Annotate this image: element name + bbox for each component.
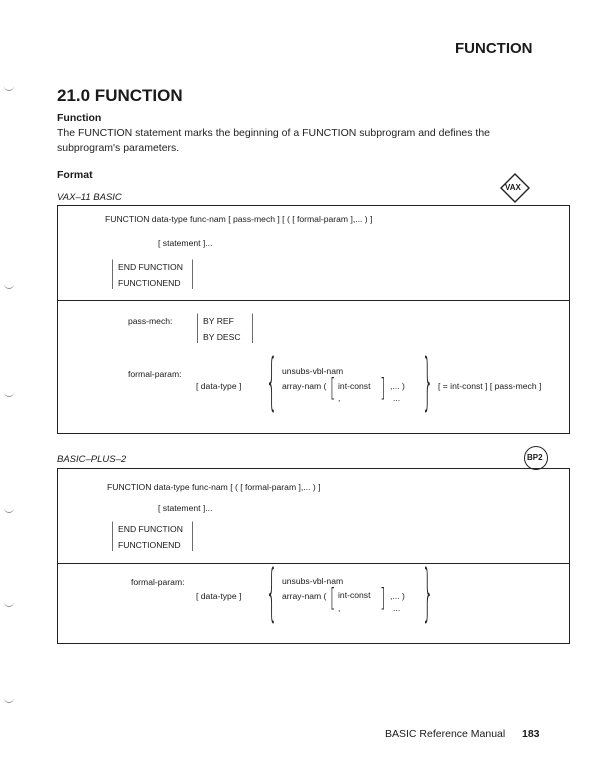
vax-badge-text: VAX xyxy=(505,183,521,192)
right-brace-icon: | xyxy=(250,310,255,345)
bp2-badge-text: BP2 xyxy=(527,453,543,462)
scan-mark xyxy=(4,84,14,91)
bp2-ellipsis: ... xyxy=(393,603,401,613)
bp2-syntax-line: FUNCTION data-type func-nam [ ( [ formal-param ],... ) ] xyxy=(107,482,321,492)
format-heading: Format xyxy=(57,169,93,181)
left-brace-icon: | xyxy=(110,256,115,291)
left-bracket-icon: [ xyxy=(330,584,336,613)
array-nam: array-nam ( xyxy=(282,381,327,391)
vax-functionend: FUNCTIONEND xyxy=(118,278,181,288)
bp2-label: BASIC–PLUS–2 xyxy=(57,454,127,465)
right-bracket-icon: ] xyxy=(380,374,386,403)
int-const: int-const xyxy=(338,381,371,391)
bp2-unsubs-vbl-nam: unsubs-vbl-nam xyxy=(282,576,344,586)
right-brace-icon: } xyxy=(422,348,434,420)
data-type-option: [ data-type ] xyxy=(196,381,242,391)
section-title: 21.0 FUNCTION xyxy=(57,86,183,105)
bp2-statement-line: [ statement ]... xyxy=(158,503,213,513)
right-brace-icon: | xyxy=(190,518,195,553)
vax-badge-icon xyxy=(500,173,530,203)
left-brace-icon: | xyxy=(110,518,115,553)
scan-mark xyxy=(4,282,14,289)
function-heading: Function xyxy=(57,112,102,124)
vax-label: VAX–11 BASIC xyxy=(57,192,122,203)
left-bracket-icon: [ xyxy=(330,374,336,403)
bp2-comma-ellipsis: ,... ) xyxy=(390,591,405,601)
footer-manual-title: BASIC Reference Manual xyxy=(385,728,506,740)
pass-mech-label: pass-mech: xyxy=(128,316,173,326)
bp2-comma: , xyxy=(338,603,341,613)
bp2-array-nam: array-nam ( xyxy=(282,591,327,601)
scan-mark xyxy=(4,506,14,513)
right-brace-icon: | xyxy=(190,256,195,291)
unsubs-vbl-nam: unsubs-vbl-nam xyxy=(282,366,344,376)
bp2-data-type-option: [ data-type ] xyxy=(196,591,242,601)
ellipsis: ... xyxy=(393,393,401,403)
comma: , xyxy=(338,393,341,403)
scan-mark xyxy=(4,600,14,607)
bp2-end-function: END FUNCTION xyxy=(118,524,183,534)
bp2-syntax-box xyxy=(57,468,570,644)
running-header: FUNCTION xyxy=(455,40,533,57)
right-brace-icon: } xyxy=(422,559,434,631)
formal-param-tail: [ = int-const ] [ pass-mech ] xyxy=(438,381,542,391)
formal-param-label: formal-param: xyxy=(128,369,182,379)
right-bracket-icon: ] xyxy=(380,584,386,613)
scan-mark xyxy=(4,390,14,397)
by-desc: BY DESC xyxy=(203,332,241,342)
bp2-formal-param-label: formal-param: xyxy=(131,577,185,587)
description-paragraph: The FUNCTION statement marks the beginning of a FUNCTION subprogram and defines the subprogram's parameters. xyxy=(57,127,491,154)
left-brace-icon: { xyxy=(266,348,278,420)
bp2-int-const: int-const xyxy=(338,590,371,600)
vax-end-function: END FUNCTION xyxy=(118,262,183,272)
left-brace-icon: | xyxy=(195,310,200,345)
vax-syntax-line: FUNCTION data-type func-nam [ pass-mech ] [ ( [ formal-param ],... ) ] xyxy=(105,214,373,224)
by-ref: BY REF xyxy=(203,316,234,326)
page-number: 183 xyxy=(522,728,540,740)
left-brace-icon: { xyxy=(266,559,278,631)
bp2-divider xyxy=(57,563,570,564)
bp2-badge-icon xyxy=(524,446,548,470)
bp2-functionend: FUNCTIONEND xyxy=(118,540,181,550)
comma-ellipsis: ,... ) xyxy=(390,381,405,391)
vax-statement-line: [ statement ]... xyxy=(158,238,213,248)
scan-mark xyxy=(4,696,14,703)
vax-divider xyxy=(57,300,570,301)
